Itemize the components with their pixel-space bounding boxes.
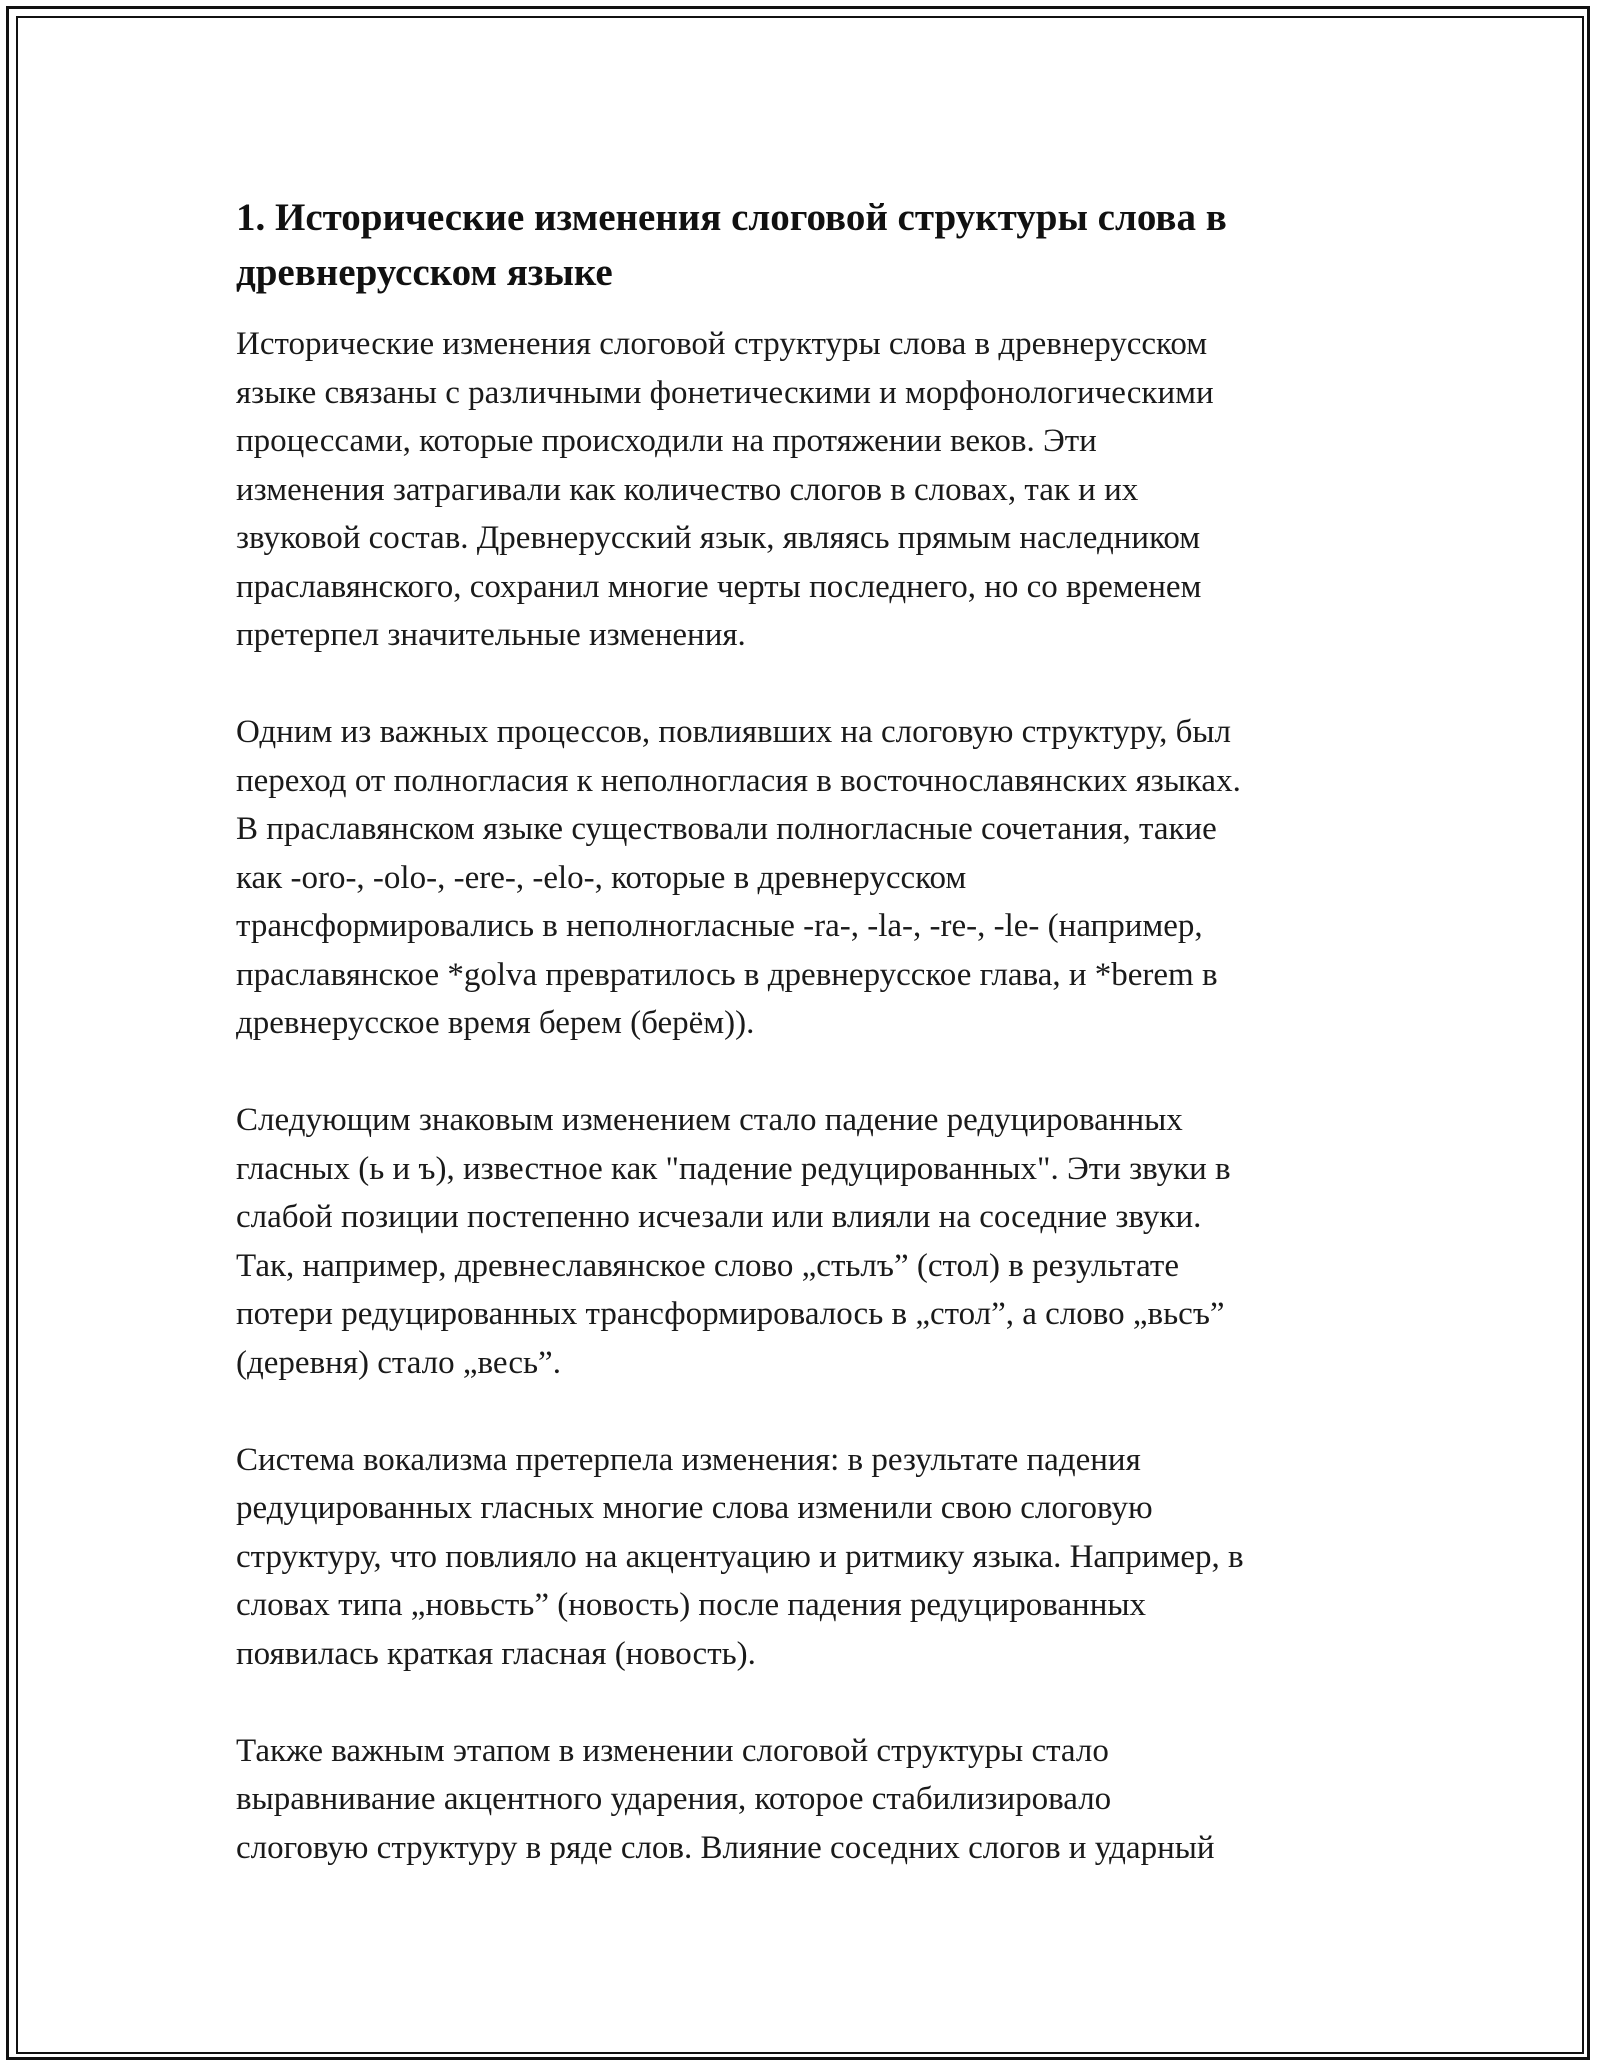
text-line: праславянское *golva превратилось в древнерусское глава, и *berem в xyxy=(236,956,1218,993)
text-line: древнерусское время берем (берём)). xyxy=(236,1005,755,1041)
text-line: В праславянском языке существовали полногласные сочетания, такие xyxy=(236,811,1217,847)
text-line: как -oro-, -olo-, -ere-, -elo-, которые в древнерусском xyxy=(236,859,967,896)
text-line: выравнивание акцентного ударения, которое стабилизировало xyxy=(236,1781,1112,1817)
text-line: слоговую структуру в ряде слов. Влияние соседних слогов и ударный xyxy=(236,1829,1215,1866)
text-line: претерпел значительные изменения. xyxy=(236,617,746,653)
paragraph-4 xyxy=(236,1436,1376,1679)
text-line: гласных (ь и ъ), известное как "падение редуцированных". Эти звуки в xyxy=(236,1150,1231,1187)
text-line: трансформировались в неполногласные -ra-, -la-, -re-, -le- (например, xyxy=(236,908,1203,944)
text-line: появилась краткая гласная (новость). xyxy=(236,1635,756,1672)
text-line: редуцированных гласных многие слова изменили свою слоговую xyxy=(236,1490,1153,1526)
text-line: слабой позиции постепенно исчезали или влияли на соседние звуки. xyxy=(236,1199,1202,1235)
heading-line: древнерусском языке xyxy=(236,251,613,294)
paragraph-5 xyxy=(236,1727,1376,1873)
text-line: Следующим знаковым изменением стало падение редуцированных xyxy=(236,1102,1183,1138)
text-line: потери редуцированных трансформировалось в „стол”, а слово „вьсъ” xyxy=(236,1296,1225,1332)
text-line: Система вокализма претерпела изменения: в результате падения xyxy=(236,1441,1141,1478)
text-line: структуру, что повлияло на акцентуацию и ритмику языка. Например, в xyxy=(236,1538,1244,1575)
text-line: Также важным этапом в изменении слоговой структуры стало xyxy=(236,1732,1109,1769)
paragraph-1 xyxy=(236,320,1376,660)
heading-line: 1. Исторические изменения слоговой структуры слова в xyxy=(236,196,1227,239)
paragraph-2 xyxy=(236,708,1376,1048)
text-line: Исторические изменения слоговой структуры слова в древнерусском xyxy=(236,326,1208,362)
text-line: Так, например, древнеславянское слово „стьлъ” (стол) в результате xyxy=(236,1247,1179,1284)
paragraph-3 xyxy=(236,1096,1376,1387)
text-line: Одним из важных процессов, повлиявших на слоговую структуру, был xyxy=(236,714,1231,750)
text-line: переход от полногласия к неполногласия в восточнославянских языках. xyxy=(236,762,1241,799)
text-line: словах типа „новьсть” (новость) после падения редуцированных xyxy=(236,1587,1147,1623)
text-line: звуковой состав. Древнерусский язык, являясь прямым наследником xyxy=(236,520,1201,556)
section-heading xyxy=(236,190,1376,300)
document-body xyxy=(236,190,1376,1921)
text-line: (деревня) стало „весь”. xyxy=(236,1344,561,1381)
text-line: языке связаны с различными фонетическими и морфонологическими xyxy=(236,374,1214,411)
text-line: изменения затрагивали как количество слогов в словах, так и их xyxy=(236,471,1139,508)
text-line: праславянского, сохранил многие черты последнего, но со временем xyxy=(236,568,1202,605)
text-line: процессами, которые происходили на протяжении веков. Эти xyxy=(236,423,1097,459)
